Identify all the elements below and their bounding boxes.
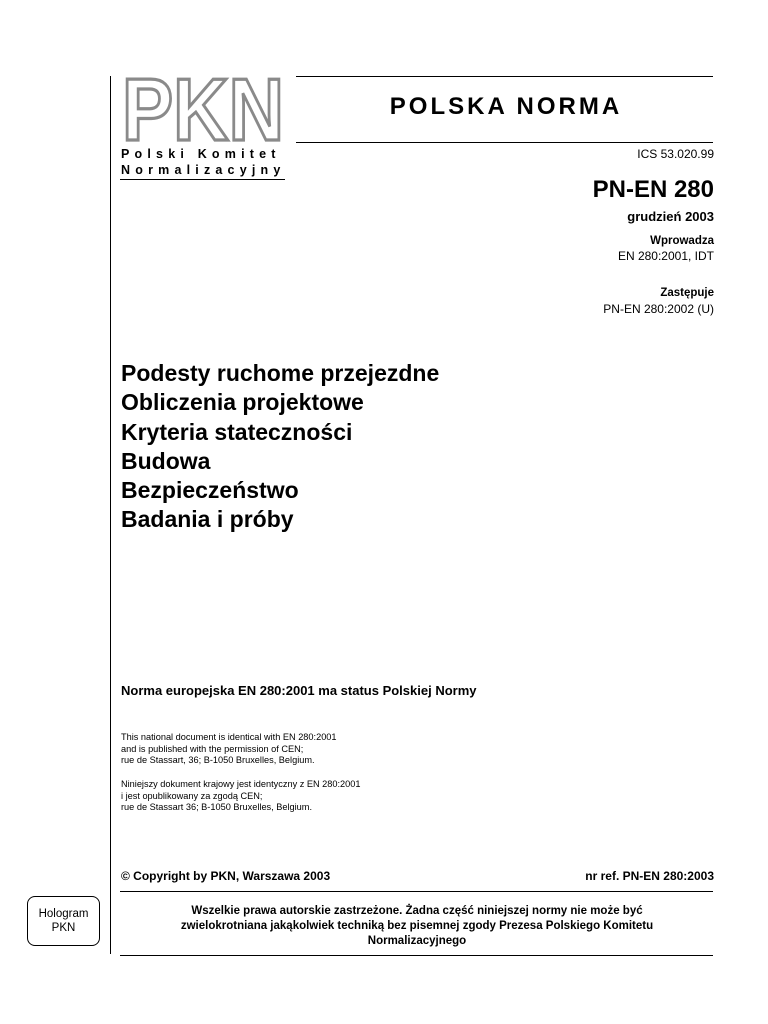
rights-line: Wszelkie prawa autorskie zastrzeżone. Żadna część niniejszej normy nie może być bbox=[191, 905, 643, 917]
footer-top-rule bbox=[120, 891, 713, 892]
hologram-org: PKN bbox=[51, 922, 76, 934]
left-vertical-rule bbox=[110, 76, 111, 954]
status-statement: Norma europejska EN 280:2001 ma status Polskiej Normy bbox=[121, 683, 477, 698]
note-line: i jest opublikowany za zgodą CEN; bbox=[121, 790, 263, 801]
introduces-label: Wprowadza bbox=[650, 235, 714, 247]
rights-line: zwielokrotniana jakąkolwiek techniką bez pisemnej zgody Prezesa Polskiego Komitetu bbox=[180, 920, 654, 932]
org-underline bbox=[120, 179, 285, 180]
org-name-line2: Normalizacyjny bbox=[121, 163, 286, 177]
title-top-rule bbox=[296, 76, 713, 77]
rights-notice bbox=[121, 904, 713, 949]
standard-date: grudzień 2003 bbox=[627, 209, 714, 224]
subject-line: Kryteria stateczności bbox=[121, 418, 353, 445]
subject-line: Podesty ruchome przejezdne bbox=[121, 360, 440, 386]
org-name-line1: Polski Komitet bbox=[121, 147, 281, 161]
svg-text:PKN: PKN bbox=[122, 76, 284, 144]
subject-line: Badania i próby bbox=[121, 506, 294, 533]
introduces-value: EN 280:2001, IDT bbox=[617, 249, 714, 263]
pkn-logo bbox=[120, 76, 286, 144]
reference-number: nr ref. PN-EN 280:2003 bbox=[585, 869, 714, 883]
doc-type-title: POLSKA NORMA bbox=[389, 93, 623, 120]
note-line: rue de Stassart 36; B-1050 Bruxelles, Belgium. bbox=[121, 802, 312, 812]
copyright-notice: © Copyright by PKN, Warszawa 2003 bbox=[121, 869, 331, 883]
rights-line: Normalizacyjnego bbox=[367, 935, 467, 947]
subject-line: Obliczenia projektowe bbox=[121, 389, 364, 416]
replaces-label: Zastępuje bbox=[660, 287, 714, 299]
note-line: and is published with the permission of CEN; bbox=[121, 743, 304, 754]
note-line: This national document is identical with EN 280:2001 bbox=[121, 732, 337, 742]
replaces-value: PN-EN 280:2002 (U) bbox=[603, 302, 714, 316]
subject-line: Budowa bbox=[121, 447, 211, 474]
subject-title-block bbox=[121, 359, 439, 535]
hologram-box bbox=[27, 896, 100, 946]
english-note bbox=[121, 732, 337, 767]
subject-line: Bezpieczeństwo bbox=[121, 477, 299, 504]
hologram-label: Hologram bbox=[38, 908, 89, 920]
footer-bottom-rule bbox=[120, 955, 713, 956]
polish-note bbox=[121, 779, 361, 814]
title-bottom-rule bbox=[296, 142, 713, 143]
standard-number: PN-EN 280 bbox=[592, 176, 714, 203]
note-line: rue de Stassart, 36; B-1050 Bruxelles, Belgium. bbox=[121, 755, 315, 765]
note-line: Niniejszy dokument krajowy jest identyczny z EN 280:2001 bbox=[121, 779, 361, 789]
ics-code: ICS 53.020.99 bbox=[637, 147, 714, 161]
